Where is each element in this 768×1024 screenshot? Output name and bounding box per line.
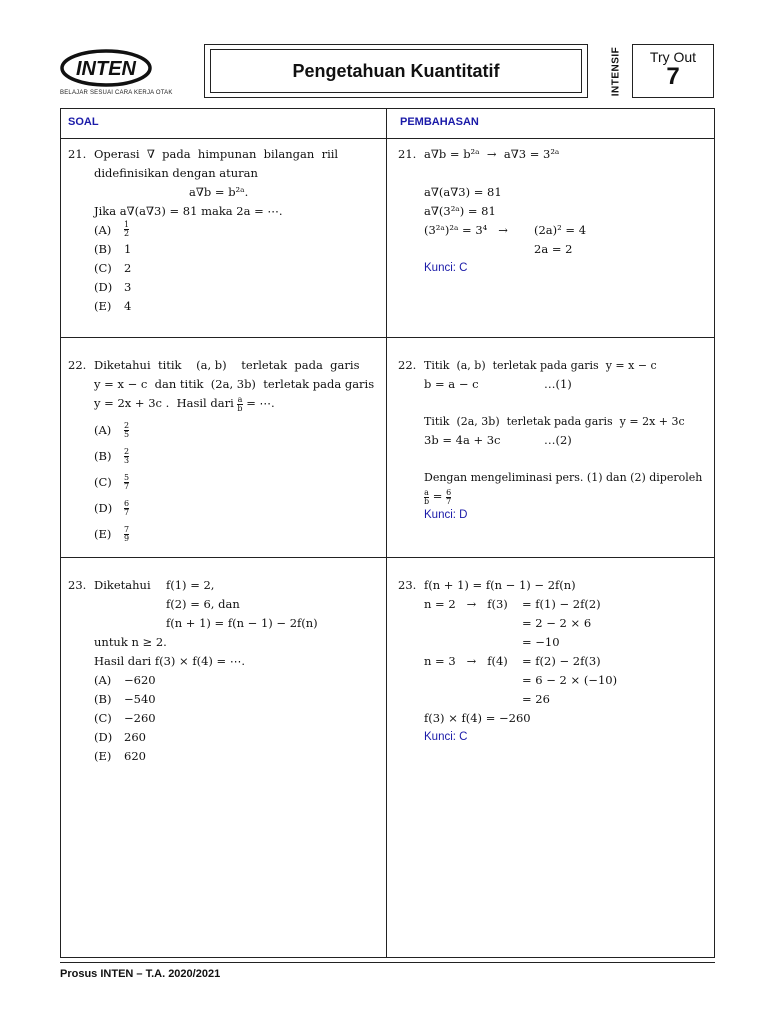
- option-e: (E) $\frac{7}{9}$: [94, 524, 130, 543]
- solution-21: 21. a∇b = b²ᵃ → a∇3 = 3²ᵃ a∇(a∇3) = 81 a∇(3²ᵃ) = 81 (3²ᵃ)²ᵃ = 3⁴ → (2a)² = 4 2a = 2 Kunci: C: [398, 145, 708, 278]
- option-c: (C) −260: [94, 711, 156, 725]
- answer-key-22: Kunci: D: [424, 509, 468, 521]
- question-21: 21. Operasi ∇ pada himpunan bilangan riil didefinisikan dengan aturan a∇b = b²ᵃ. Jika a∇(a∇3) = 81 maka 2a = ⋯. (A) $\frac{1}{2}$ (B) 1 (C) 2 (D) 3 (E) 4: [68, 145, 368, 316]
- tryout-box: [632, 44, 714, 98]
- question-22: 22. Diketahui titik (a, b) terletak pada garis y = x − c dan titik (2a, 3b) terletak pada garis y = 2x + 3c . Hasil dari $\frac{a}{b}$ = ⋯. (A) $\frac{2}{5}$ (B) $\frac{2}{3}$ (C) $\frac{5}{7}$ (D) $\frac{6}{7}$ (E) $\frac{7}{9}$: [68, 356, 368, 547]
- answer-key-23: Kunci: C: [424, 731, 468, 743]
- solution-22: 22. Titik (a, b) terletak pada garis y = x − c b = a − c …(1) Titik (2a, 3b) terletak pada garis y = 2x + 3c 3b = 4a + 3c …(2) Dengan mengeliminasi pers. (1) dan (2) diperoleh $\frac{a}{b}$ = $\frac{6}{7}$ Kunci: D: [398, 356, 710, 525]
- tryout-number: 7: [666, 63, 680, 90]
- option-d: (D) 3: [94, 280, 132, 294]
- footer-divider: [60, 962, 715, 963]
- row-divider-2: [60, 557, 715, 558]
- answer-key-21: Kunci: C: [424, 262, 468, 274]
- page-title: Pengetahuan Kuantitatif: [210, 49, 582, 93]
- intensif-label: INTENSIF: [610, 46, 622, 96]
- tryout-label: Try Out: [649, 49, 697, 65]
- option-a: (A) $\frac{1}{2}$: [94, 220, 130, 238]
- logo-tagline: BELAJAR SESUAI CARA KERJA OTAK: [60, 90, 173, 96]
- option-e: (E) 4: [94, 299, 132, 313]
- column-divider: [386, 108, 387, 958]
- footer-text: Prosus INTEN – T.A. 2020/2021: [60, 968, 221, 980]
- option-d: (D) $\frac{6}{7}$: [94, 498, 130, 517]
- option-e: (E) 620: [94, 749, 146, 763]
- option-c: (C) $\frac{5}{7}$: [94, 472, 130, 491]
- option-c: (C) 2: [94, 261, 132, 275]
- column-header-pembahasan: PEMBAHASAN: [400, 116, 479, 128]
- column-header-soal: SOAL: [68, 116, 99, 128]
- svg-text:INTEN: INTEN: [76, 58, 136, 80]
- option-a: (A) −620: [94, 673, 156, 687]
- option-a: (A) $\frac{2}{5}$: [94, 420, 130, 439]
- inten-logo: [60, 48, 152, 88]
- option-b: (B) 1: [94, 242, 132, 256]
- header-row-divider: [60, 138, 715, 139]
- question-23: 23. Diketahui f(1) = 2, f(2) = 6, dan f(n + 1) = f(n − 1) − 2f(n) untuk n ≥ 2. Hasil dari f(3) × f(4) = ⋯. (A) −620 (B) −540 (C) −260 (D) 260 (E) 620: [68, 576, 368, 766]
- option-b: (B) −540: [94, 692, 156, 706]
- option-b: (B) $\frac{2}{3}$: [94, 446, 130, 465]
- option-d: (D) 260: [94, 730, 146, 744]
- row-divider-1: [60, 337, 715, 338]
- solution-23: 23. f(n + 1) = f(n − 1) − 2f(n) n = 2 → f(3) = f(1) − 2f(2) = 2 − 2 × 6 = −10 n = 3 → f(4) = f(2) − 2f(3) = 6 − 2 × (−10) = 26 f(3) × f(4) = −260 Kunci: C: [398, 576, 708, 747]
